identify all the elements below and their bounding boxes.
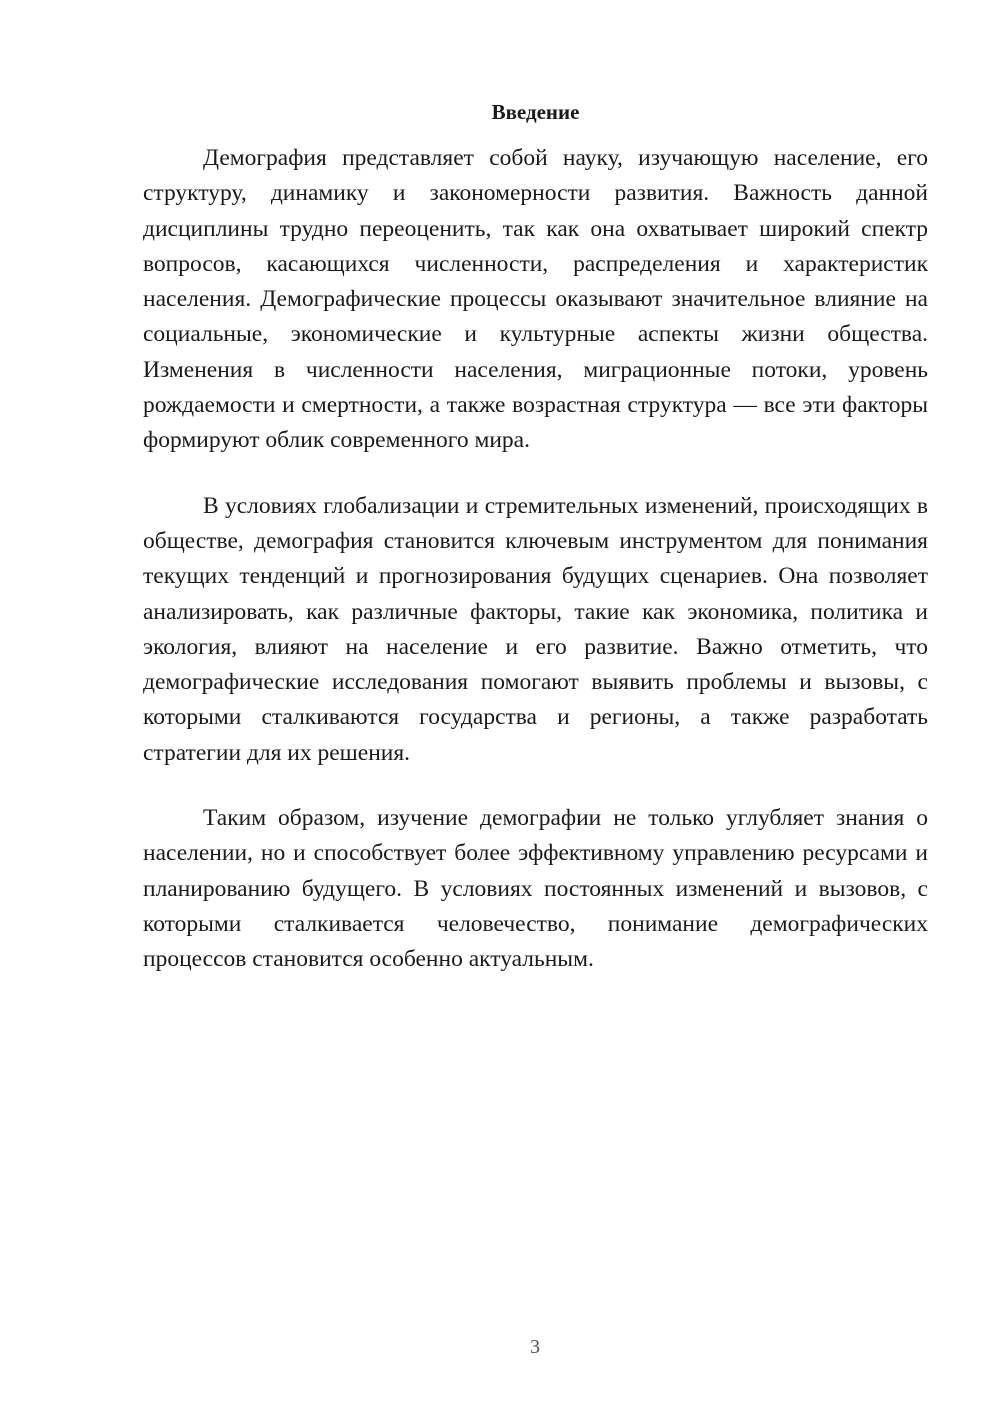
paragraph-2: В условиях глобализации и стремительных изменений, происходящих в обществе, демография становится ключевым инструментом для понимания текущих тенденций и прогнозирования будущих сценариев. Она позволяет анализировать, как различные факторы, такие как экономика, политика и экология, влияют на население и его развитие. Важно отметить, что демографические исследования помогают выявить проблемы и вызовы, с которыми сталкиваются государства и регионы, а также разработать стратегии для их решения. <box>143 492 928 766</box>
paragraph-3: Таким образом, изучение демографии не только углубляет знания о населении, но и способствует более эффективному управлению ресурсами и планированию будущего. В условиях постоянных изменений и вызовов, с которыми сталкивается человечество, понимание демографических процессов становится особенно актуальным. <box>143 805 928 973</box>
body-text <box>143 141 928 1008</box>
section-title: Введение <box>491 100 580 124</box>
page-number: 3 <box>530 1336 540 1358</box>
paragraph-1: Демография представляет собой науку, изучающую население, его структуру, динамику и закономерности развития. Важность данной дисциплины трудно переоценить, так как она охватывает широкий спектр вопросов, касающихся численности, распределения и характеристик населения. Демографические процессы оказывают значительное влияние на социальные, экономические и культурные аспекты жизни общества. Изменения в численности населения, миграционные потоки, уровень рождаемости и смертности, а также возрастная структура — все эти факторы формируют облик современного мира. <box>143 145 928 454</box>
